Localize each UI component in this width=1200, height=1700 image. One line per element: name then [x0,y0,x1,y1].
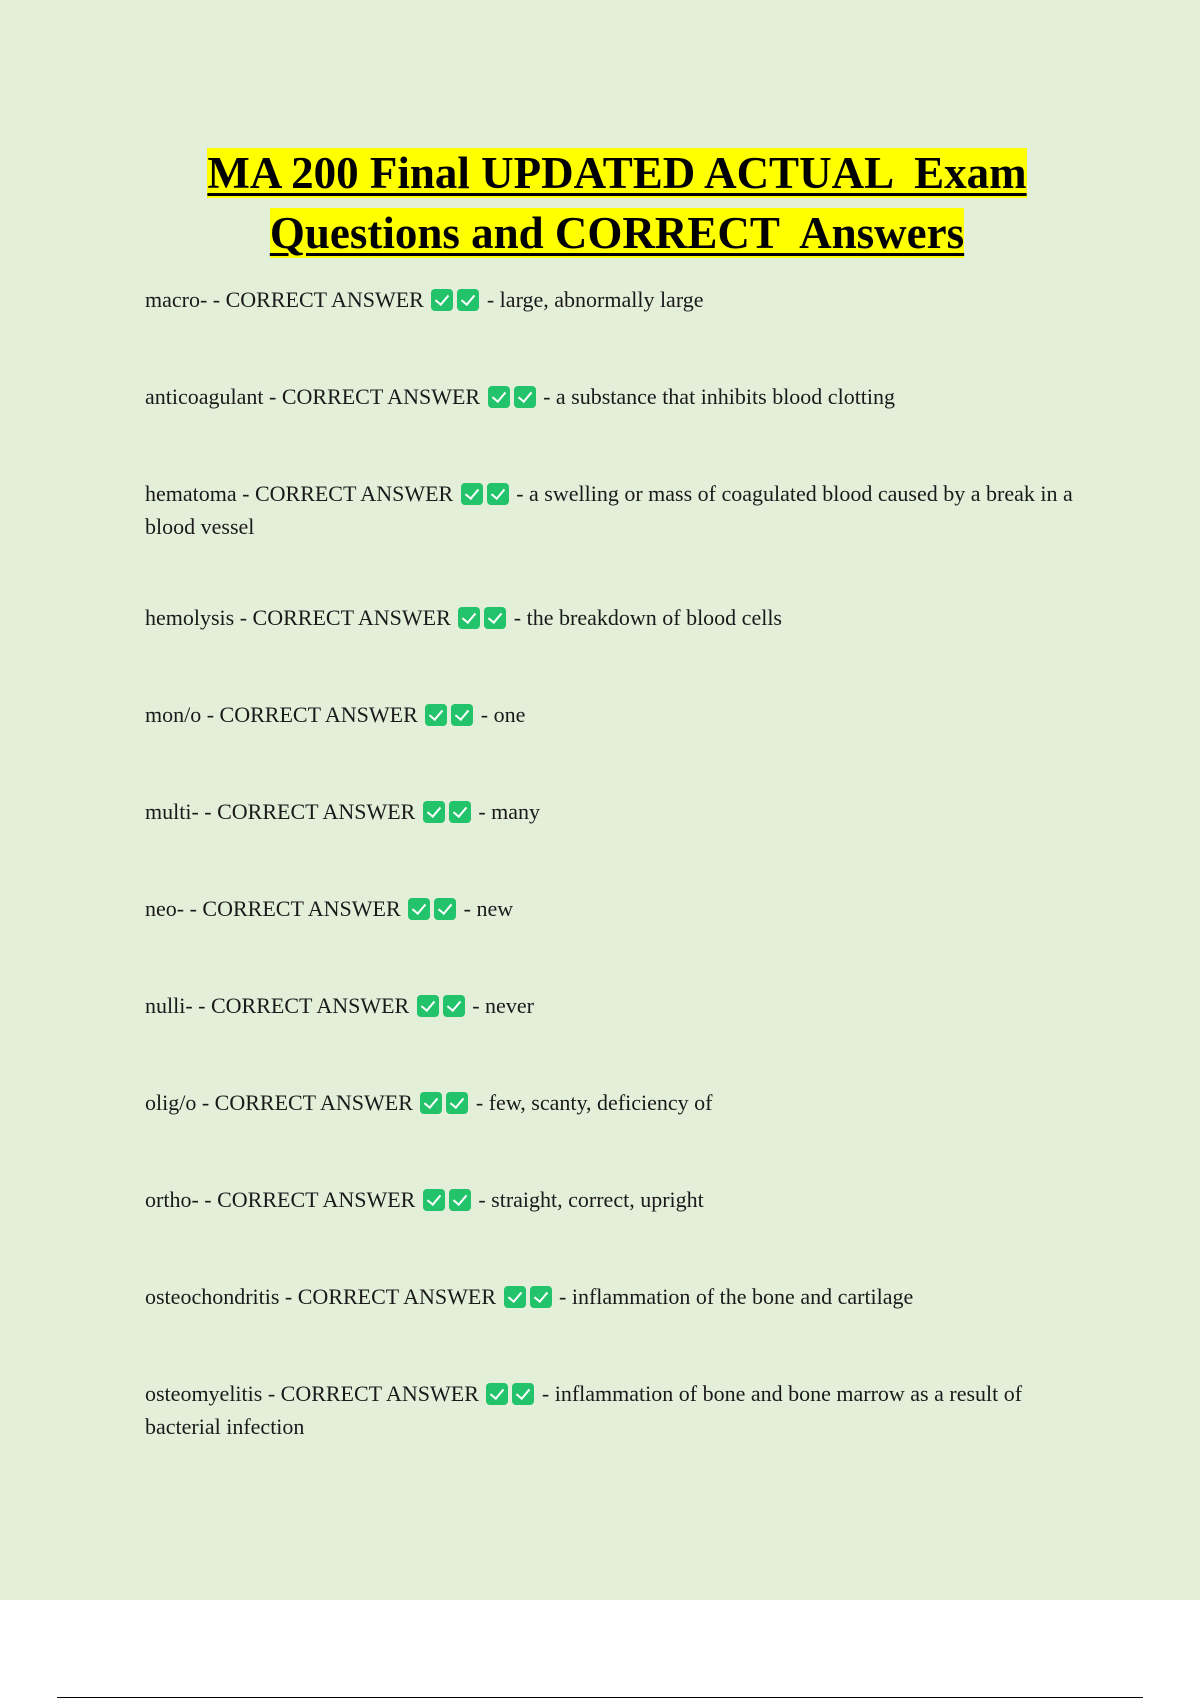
entry-term: neo- - CORRECT ANSWER [145,896,401,921]
entry-item [145,698,1085,731]
entry-definition: - many [478,799,541,824]
entry-item [145,1183,1085,1216]
check-mark-icon [420,1092,442,1114]
check-mark-icon [487,483,509,505]
entry-term: ortho- - CORRECT ANSWER [145,1187,416,1212]
check-mark-icon [425,704,447,726]
check-mark-icon [504,1286,526,1308]
check-mark-icon [461,483,483,505]
entry-term: anticoagulant - CORRECT ANSWER [145,384,481,409]
entry-definition: - large, abnormally large [486,287,704,312]
entry-item [145,477,1085,543]
entry-term: hemolysis - CORRECT ANSWER [145,605,451,630]
entry-definition: - a substance that inhibits blood clotting [543,384,896,409]
entry-term: hematoma - CORRECT ANSWER [145,481,454,506]
check-mark-icon [423,801,445,823]
entry-item [145,1377,1085,1443]
check-mark-icon [488,386,510,408]
entry-item [145,989,1085,1022]
entry-item [145,1280,1085,1313]
check-mark-icon [514,386,536,408]
check-mark-icon [417,995,439,1017]
title-line-2: Questions and CORRECT Answers [269,208,965,258]
entry-term: mon/o - CORRECT ANSWER [145,702,418,727]
check-mark-icon [484,607,506,629]
entry-term: olig/o - CORRECT ANSWER [145,1090,413,1115]
entry-item [145,283,1085,316]
entry-term: nulli- - CORRECT ANSWER [145,993,410,1018]
entry-definition: - few, scanty, deficiency of [475,1090,713,1115]
title-line-1: MA 200 Final UPDATED ACTUAL Exam [207,148,1027,198]
entry-definition: - inflammation of the bone and cartilage [559,1284,914,1309]
check-mark-icon [408,898,430,920]
entry-item [145,892,1085,925]
entry-item [145,795,1085,828]
entry-item [145,1086,1085,1119]
page-title [0,143,1200,263]
entry-definition: - straight, correct, upright [478,1187,704,1212]
check-mark-icon [446,1092,468,1114]
check-mark-icon [458,607,480,629]
check-mark-icon [486,1383,508,1405]
entry-definition: - a swelling or mass of coagulated blood caused by a break in a blood vessel [145,481,1073,539]
entry-term: macro- - CORRECT ANSWER [145,287,424,312]
entry-item [145,601,1085,634]
check-mark-icon [449,801,471,823]
check-mark-icon [423,1189,445,1211]
entry-definition: - the breakdown of blood cells [513,605,782,630]
check-mark-icon [434,898,456,920]
entry-definition: - one [480,702,526,727]
check-mark-icon [451,704,473,726]
check-mark-icon [431,289,453,311]
entry-definition: - new [463,896,514,921]
entry-term: multi- - CORRECT ANSWER [145,799,416,824]
entry-definition: - never [472,993,534,1018]
entry-term: osteochondritis - CORRECT ANSWER [145,1284,496,1309]
entry-item [145,380,1085,413]
check-mark-icon [512,1383,534,1405]
check-mark-icon [449,1189,471,1211]
entry-definition: - inflammation of bone and bone marrow as a result of bacterial infection [145,1381,1023,1439]
footer-divider [57,1697,1143,1698]
check-mark-icon [443,995,465,1017]
check-mark-icon [457,289,479,311]
check-mark-icon [530,1286,552,1308]
entry-list [145,283,1085,1507]
entry-term: osteomyelitis - CORRECT ANSWER [145,1381,479,1406]
